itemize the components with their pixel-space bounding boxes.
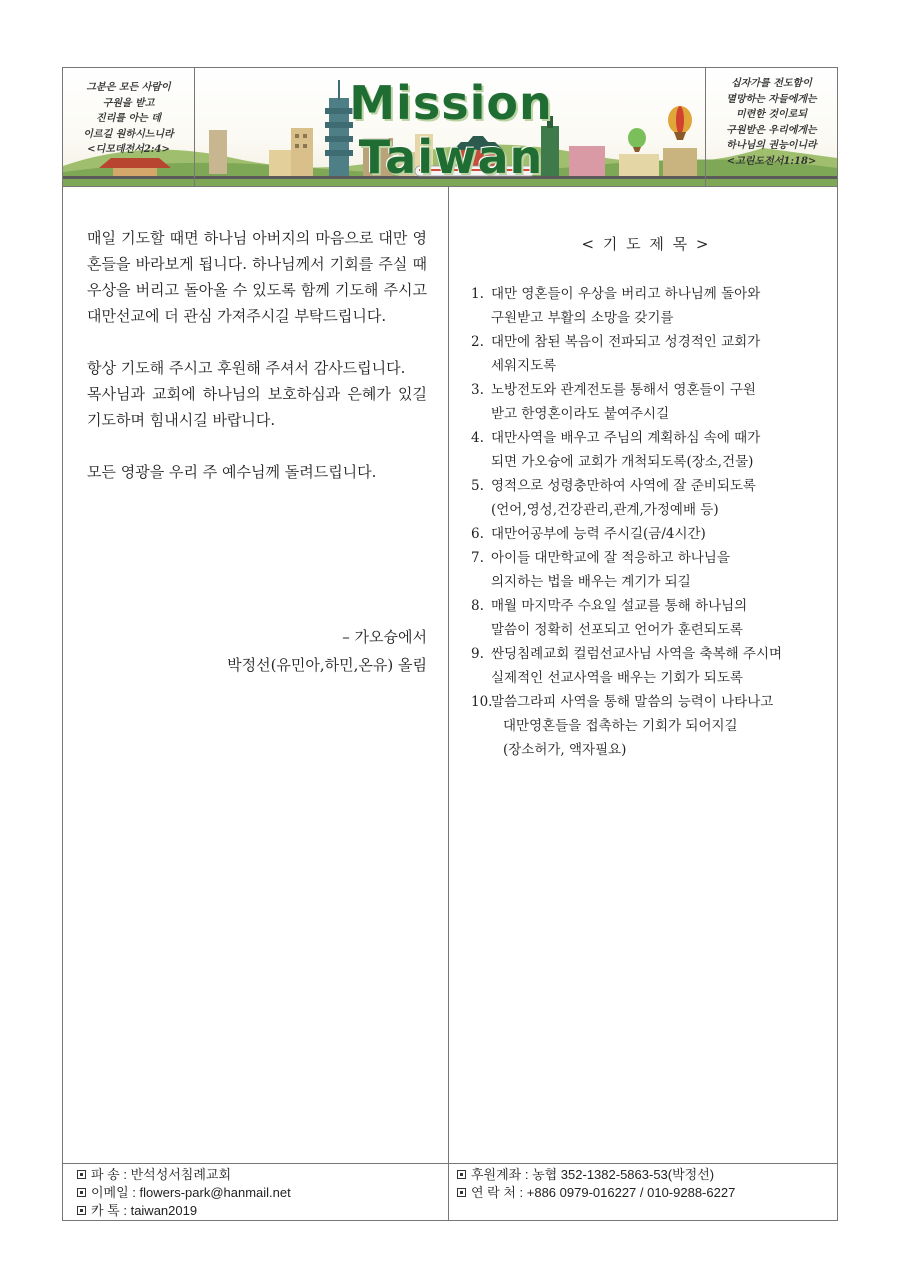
right-verse-line: 하나님의 권능이니라 xyxy=(726,140,817,151)
prayer-item xyxy=(471,474,821,522)
letter-paragraph: 매일 기도할 때면 하나님 아버지의 마음으로 대만 영혼들을 바라보게 됩니다. 하나님께서 기회를 주실 때 우상을 버리고 돌아올 수 있도록 함께 기도해 주시고 대만선교에 더 관심 가져주시길 부탁드립니다. xyxy=(87,229,427,325)
email-label: 이메일 xyxy=(91,1185,129,1200)
sending-value: 반석성서침례교회 xyxy=(130,1167,232,1182)
prayer-item-number: 6. xyxy=(471,526,484,542)
prayer-item xyxy=(471,426,821,474)
prayer-item xyxy=(471,690,821,762)
left-verse-box xyxy=(63,68,195,186)
sending-label: 파 송 xyxy=(91,1167,120,1182)
prayer-item-number: 8. xyxy=(471,598,484,614)
prayer-item-number: 1. xyxy=(471,286,484,302)
prayer-item-line: 대만어공부에 능력 주시길(금/4시간) xyxy=(491,526,706,542)
prayer-item xyxy=(471,546,821,594)
contact-value: +886 0979-016227 / 010-9288-6227 xyxy=(526,1185,736,1200)
prayer-item-line: 세워지도록 xyxy=(491,358,557,374)
signature-name: 박정선(유민아,하민,온유) 올림 xyxy=(227,656,427,674)
right-verse-box xyxy=(705,68,837,186)
right-verse-line: 미련한 것이로되 xyxy=(735,109,808,120)
newsletter-title: Mission Taiwan xyxy=(349,76,553,184)
prayer-item-line: 영적으로 성령충만하여 사역에 잘 준비되도록 xyxy=(491,478,756,494)
account-value: 농협 352-1382-5863-53(박정선) xyxy=(532,1167,715,1182)
prayer-item-line: 매월 마지막주 수요일 설교를 통해 하나님의 xyxy=(491,598,748,614)
kakao-value: taiwan2019 xyxy=(130,1203,198,1218)
header-banner xyxy=(63,68,837,187)
square-bullet-icon xyxy=(457,1170,466,1179)
prayer-item-number: 4. xyxy=(471,430,484,446)
right-verse-line: 구원받은 우리에게는 xyxy=(726,124,817,136)
left-verse-line: 이르길 원하시느니라 xyxy=(83,128,174,140)
prayer-item-number: 2. xyxy=(471,334,484,350)
prayer-item xyxy=(471,330,821,378)
prayer-item-line: (언어,영성,건강관리,관계,가정예배 등) xyxy=(491,502,719,518)
prayer-item-line: 받고 한영혼이라도 붙여주시길 xyxy=(491,406,670,422)
prayer-item-line: (장소허가, 액자필요) xyxy=(503,742,627,758)
square-bullet-icon xyxy=(77,1206,86,1215)
account-row: 후원계좌 : 농협 352-1382-5863-53(박정선) xyxy=(457,1166,735,1184)
prayer-item-number: 10. xyxy=(471,694,493,710)
newsletter-frame xyxy=(62,67,838,1221)
email-row: 이메일 : flowers-park@hanmail.net xyxy=(77,1184,291,1202)
prayer-title: < 기 도 제 목 > xyxy=(581,235,711,253)
right-verse-line: 십자가를 전도함이 xyxy=(731,78,812,89)
square-bullet-icon xyxy=(77,1188,86,1197)
prayer-item-line: 구원받고 부활의 소망을 갖기를 xyxy=(491,310,674,326)
kakao-label: 카 톡 xyxy=(91,1203,120,1218)
prayer-item xyxy=(471,642,821,690)
signature-block xyxy=(87,623,427,679)
prayer-item-line: 싼딩침례교회 컬럼선교사님 사역을 축복해 주시며 xyxy=(491,646,783,662)
prayer-item-number: 5. xyxy=(471,478,484,494)
signature-place: – 가오슝에서 xyxy=(342,628,427,646)
prayer-list xyxy=(471,282,821,762)
square-bullet-icon xyxy=(457,1188,466,1197)
prayer-item-line: 대만사역을 배우고 주님의 계획하심 속에 때가 xyxy=(491,430,761,446)
left-verse-line: 진리를 아는 데 xyxy=(96,113,161,124)
prayer-item xyxy=(471,522,821,546)
contact-footer xyxy=(63,1163,837,1221)
account-label: 후원계좌 xyxy=(471,1167,522,1182)
prayer-item-number: 9. xyxy=(471,646,484,662)
letter-paragraph: 항상 기도해 주시고 후원해 주셔서 감사드립니다. xyxy=(87,359,406,377)
email-value[interactable]: flowers-park@hanmail.net xyxy=(139,1185,291,1200)
prayer-item-line: 의지하는 법을 배우는 계기가 되길 xyxy=(491,574,691,590)
prayer-item-line: 노방전도와 관계전도를 통해서 영혼들이 구원 xyxy=(491,382,756,398)
sending-row: 파 송 : 반석성서침례교회 xyxy=(77,1166,291,1184)
left-verse-reference: <디모데전서2:4> xyxy=(87,144,170,155)
prayer-item-line: 대만 영혼들이 우상을 버리고 하나님께 돌아와 xyxy=(491,286,761,302)
prayer-item-line: 실제적인 선교사역을 배우는 기회가 되도록 xyxy=(491,670,743,686)
prayer-item-line: 대만에 참된 복음이 전파되고 성경적인 교회가 xyxy=(491,334,761,350)
right-verse-reference: <고린도전서1:18> xyxy=(726,155,817,167)
prayer-item xyxy=(471,594,821,642)
contact-label: 연 락 처 xyxy=(471,1185,516,1200)
footer-divider xyxy=(448,1164,449,1221)
prayer-section xyxy=(471,233,821,762)
prayer-item-line: 대만영혼들을 접촉하는 기회가 되어지길 xyxy=(503,718,738,734)
prayer-item-line: 아이들 대만학교에 잘 적응하고 하나님을 xyxy=(491,550,730,566)
footer-left xyxy=(77,1166,291,1220)
right-verse-line: 멸망하는 자들에게는 xyxy=(726,93,817,105)
contact-row: 연 락 처 : +886 0979-016227 / 010-9288-6227 xyxy=(457,1184,735,1202)
prayer-item-line: 말씀이 정확히 선포되고 언어가 훈련되도록 xyxy=(491,622,743,638)
kakao-row: 카 톡 : taiwan2019 xyxy=(77,1202,291,1220)
prayer-item xyxy=(471,282,821,330)
footer-right xyxy=(457,1166,735,1202)
letter-paragraph: 목사님과 교회에 하나님의 보호하심과 은혜가 있길 기도하며 힘내시길 바랍니다. xyxy=(87,385,427,429)
prayer-item-line: 말씀그라피 사역을 통해 말씀의 능력이 나타나고 xyxy=(491,694,774,710)
column-divider xyxy=(448,186,449,1163)
prayer-item-number: 7. xyxy=(471,550,484,566)
letter-paragraph: 모든 영광을 우리 주 예수님께 돌려드립니다. xyxy=(87,463,377,481)
prayer-item-line: 되면 가오슝에 교회가 개척되도록(장소,건물) xyxy=(491,454,754,470)
prayer-item-number: 3. xyxy=(471,382,484,398)
left-verse-line: 구원을 받고 xyxy=(102,97,155,109)
square-bullet-icon xyxy=(77,1170,86,1179)
left-verse-line: 그분은 모든 사람이 xyxy=(86,82,171,93)
letter-body xyxy=(87,225,427,485)
prayer-item xyxy=(471,378,821,426)
